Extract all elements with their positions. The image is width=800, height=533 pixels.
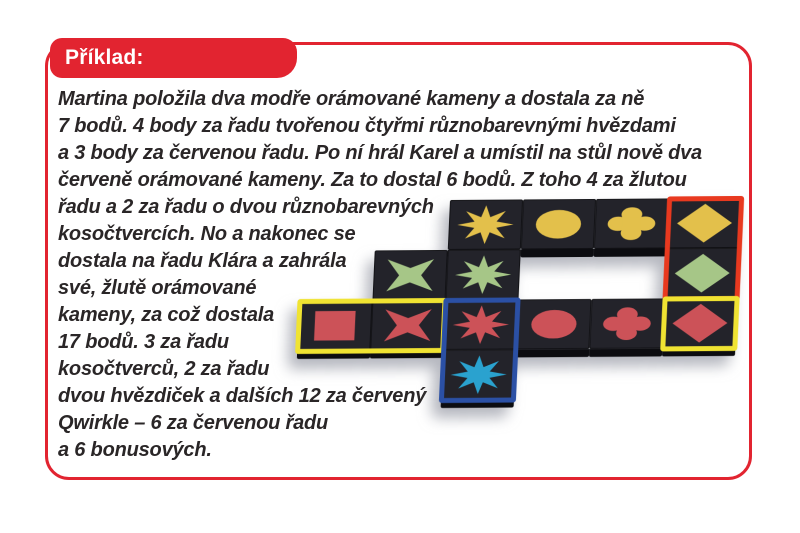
circle-icon xyxy=(527,203,590,245)
diamond-icon xyxy=(673,202,736,244)
example-tab-label: Příklad: xyxy=(50,38,297,78)
example-text-line: a 6 bonusových. xyxy=(58,439,212,461)
example-text-line: kosočtvercích. No a nakonec se xyxy=(58,223,356,245)
tile-red-circle xyxy=(516,299,591,350)
clover-icon xyxy=(595,302,658,344)
example-text-line: Martina položila dva modře orámované kameny a dostala za ně xyxy=(58,88,645,110)
tile-blue-star8 xyxy=(441,349,516,400)
tile-yellow-circle xyxy=(521,199,596,250)
star4-icon xyxy=(379,254,442,296)
tile-green-star8 xyxy=(446,249,521,300)
example-text-line: kameny, za což dostala xyxy=(58,304,275,326)
tile-red-star4 xyxy=(370,300,445,351)
example-text-line: kosočtverců, 2 za řadu xyxy=(58,358,270,380)
tile-red-diamond xyxy=(662,298,737,349)
tile-board xyxy=(294,198,742,411)
star8-icon xyxy=(447,354,510,396)
star8-icon xyxy=(452,254,515,296)
diamond-icon xyxy=(671,252,734,294)
example-text-line: řadu a 2 za řadu o dvou různobarevných xyxy=(58,196,434,218)
example-text-line: dostala na řadu Klára a zahrála xyxy=(58,250,347,272)
tile-green-diamond xyxy=(665,248,740,299)
example-text-line: své, žlutě orámované xyxy=(58,277,257,299)
tile-yellow-diamond xyxy=(667,198,742,249)
tile-yellow-clover xyxy=(594,198,669,249)
clover-icon xyxy=(600,202,663,244)
example-text-line: 17 bodů. 3 za řadu xyxy=(58,331,229,353)
example-text-line: červeně orámované kameny. Za to dostal 6 bodů. Z toho 4 za žlutou xyxy=(58,169,687,191)
circle-icon xyxy=(522,303,585,345)
example-text-line: dvou hvězdiček a dalších 12 za červený xyxy=(58,385,427,407)
star4-icon xyxy=(376,304,439,346)
square-icon xyxy=(303,305,366,347)
example-text-line: Qwirkle – 6 za červenou řadu xyxy=(58,412,329,434)
tile-yellow-star8 xyxy=(448,199,523,250)
tile-red-clover xyxy=(589,298,664,349)
example-text-line: 7 bodů. 4 body za řadu tvořenou čtyřmi různobarevnými hvězdami xyxy=(58,115,676,137)
tile-green-star4 xyxy=(372,250,447,301)
star8-icon xyxy=(454,204,517,246)
tile-red-square xyxy=(297,300,372,351)
star8-icon xyxy=(449,304,512,346)
tile-red-star8 xyxy=(443,299,518,350)
diamond-icon xyxy=(668,302,731,344)
example-text-line: a 3 body za červenou řadu. Po ní hrál Karel a umístil na stůl nově dva xyxy=(58,142,702,164)
